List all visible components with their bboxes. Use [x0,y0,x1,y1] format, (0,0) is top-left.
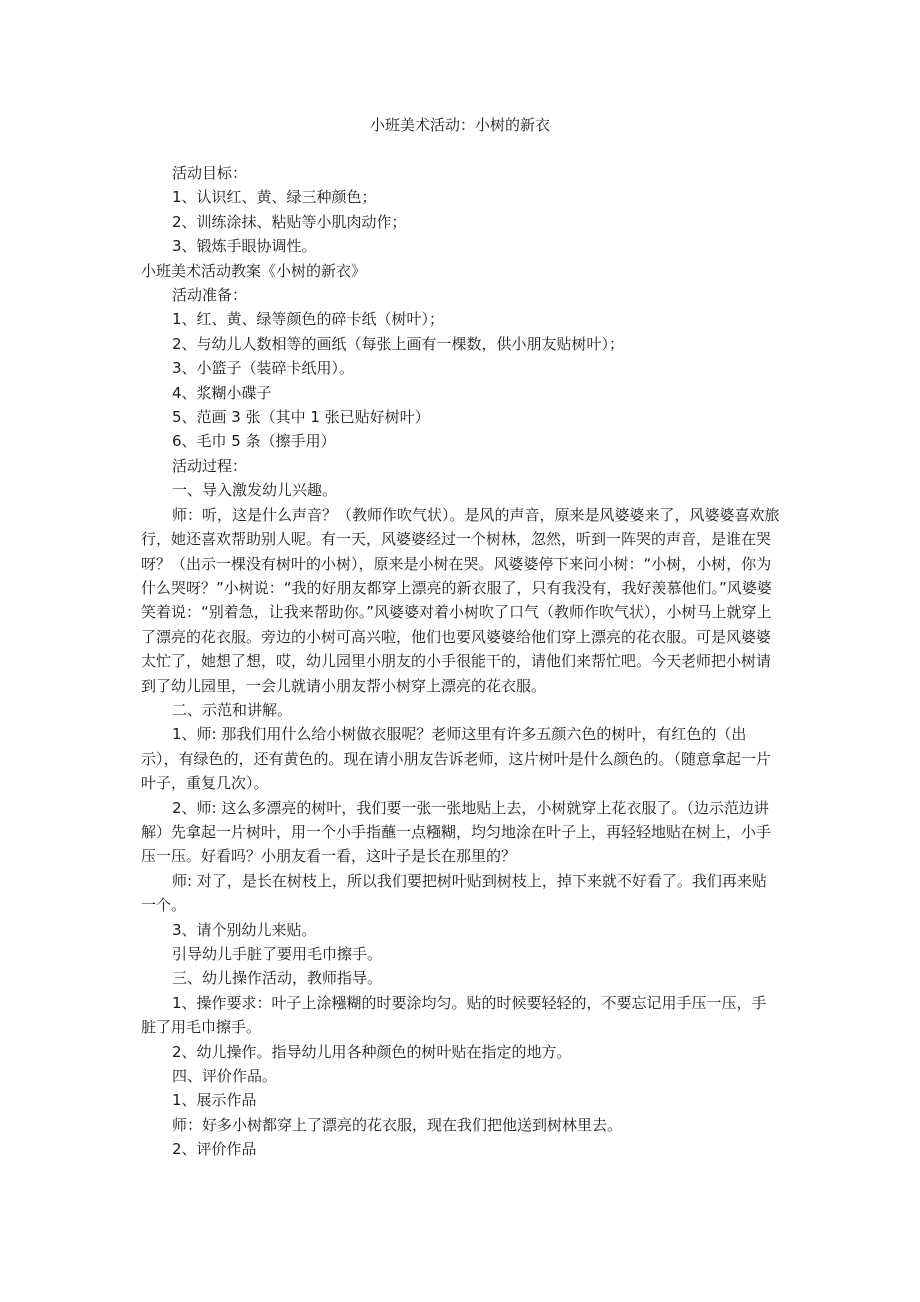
paragraph-evaluate-2: 师：好多小树都穿上了漂亮的花衣服，现在我们把他送到树林里去。 [172,1115,623,1134]
paragraph-goal-1: 1、认识红、黄、绿三种颜色； [172,188,377,207]
paragraph-story: 师：听，这是什么声音？（教师作吹气状）。是风的声音，原来是风婆婆来了，风婆婆喜欢旅行，她还喜欢帮助别人呢。有一天，风婆婆经过一个树林，忽然，听到一阵哭的声音，是谁在哭呀？（出示一棵没有树叶的小树），原来是小树在哭。风婆婆停下来问小树：“小树，小树，你为什么哭呀？”小树说：“我的好朋友都穿上漂亮的新衣服了，只有我没有，我好羡慕他们。”风婆婆笑着说：“别着急，让我来帮助你。”风婆婆对着小树吹了口气（教师作吹气状），小树马上就穿上了漂亮的花衣服。旁边的小树可高兴啦，他们也要风婆婆给他们穿上漂亮的花衣服。可是风婆婆太忙了，她想了想，哎，幼儿园里小朋友的小手很能干的，请他们来帮忙吧。今天老师把小树请到了幼儿园里，一会儿就请小朋友帮小树穿上漂亮的花衣服。 [141,505,780,695]
paragraph-section-2-heading: 二、示范和讲解。 [172,700,293,719]
paragraph-section-4-heading: 四、评价作品。 [172,1067,278,1086]
paragraph-goal-2: 2、训练涂抹、粘贴等小肌肉动作； [172,212,407,231]
paragraph-goal-3: 3、锻炼手眼协调性。 [172,237,317,256]
paragraph-process-heading: 活动过程： [172,456,248,475]
paragraph-section-1-heading: 一、导入激发幼儿兴趣。 [172,481,338,500]
paragraph-demo-2: 2、师: 这么多漂亮的树叶，我们要一张一张地贴上去，小树就穿上花衣服了。（边示范边讲解）先拿起一片树叶，用一个小手指蘸一点糨糊，均匀地涂在叶子上，再轻轻地贴在树上，小手压一压。好看吗？小朋友看一看，这叶子是长在那里的？ [141,798,772,866]
paragraph-section-3-heading: 三、幼儿操作活动，教师指导。 [172,969,383,988]
paragraph-prep-1: 1、红、黄、绿等颜色的碎卡纸（树叶）； [172,310,445,329]
paragraph-operation-2: 2、幼儿操作。指导幼儿用各种颜色的树叶贴在指定的地方。 [172,1042,572,1061]
paragraph-demo-3: 师: 对了，是长在树枝上，所以我们要把树叶贴到树枝上，掉下来就不好看了。我们再来贴一个。 [141,871,767,915]
paragraph-prep-heading: 活动准备： [172,286,248,305]
paragraph-demo-4: 3、请个别幼儿来贴。 [172,920,317,939]
paragraph-prep-2: 2、与幼儿人数相等的画纸（每张上画有一棵数，供小朋友贴树叶）； [172,334,625,353]
document-title: 小班美术活动：小树的新衣 [369,116,550,134]
paragraph-goals-heading: 活动目标： [172,164,248,182]
paragraph-operation-1: 1、操作要求：叶子上涂糨糊的时要涂均匀。贴的时候要轻轻的，不要忘记用手压一压，手脏了用毛巾擦手。 [141,993,767,1037]
document-body [141,161,781,1162]
paragraph-prep-3: 3、小篮子（装碎卡纸用）。 [172,359,355,378]
paragraph-evaluate-3: 2、评价作品 [172,1140,257,1159]
paragraph-prep-5: 5、范画 3 张（其中 1 张已贴好树叶） [172,408,430,427]
paragraph-demo-1: 1、师: 那我们用什么给小树做衣服呢？老师这里有许多五颜六色的树叶，有红色的（出示），有绿色的，还有黄色的。现在请小朋友告诉老师，这片树叶是什么颜色的。（随意拿起一片叶子，重复几次）。 [141,725,772,793]
paragraph-evaluate-1: 1、展示作品 [172,1091,257,1110]
paragraph-lesson-title: 小班美术活动教案《小树的新衣》 [141,261,367,280]
paragraph-prep-6: 6、毛巾 5 条（擦手用） [172,432,336,451]
paragraph-demo-5: 引导幼儿手脏了要用毛巾擦手。 [172,945,383,963]
paragraph-prep-4: 4、浆糊小碟子 [172,383,272,402]
